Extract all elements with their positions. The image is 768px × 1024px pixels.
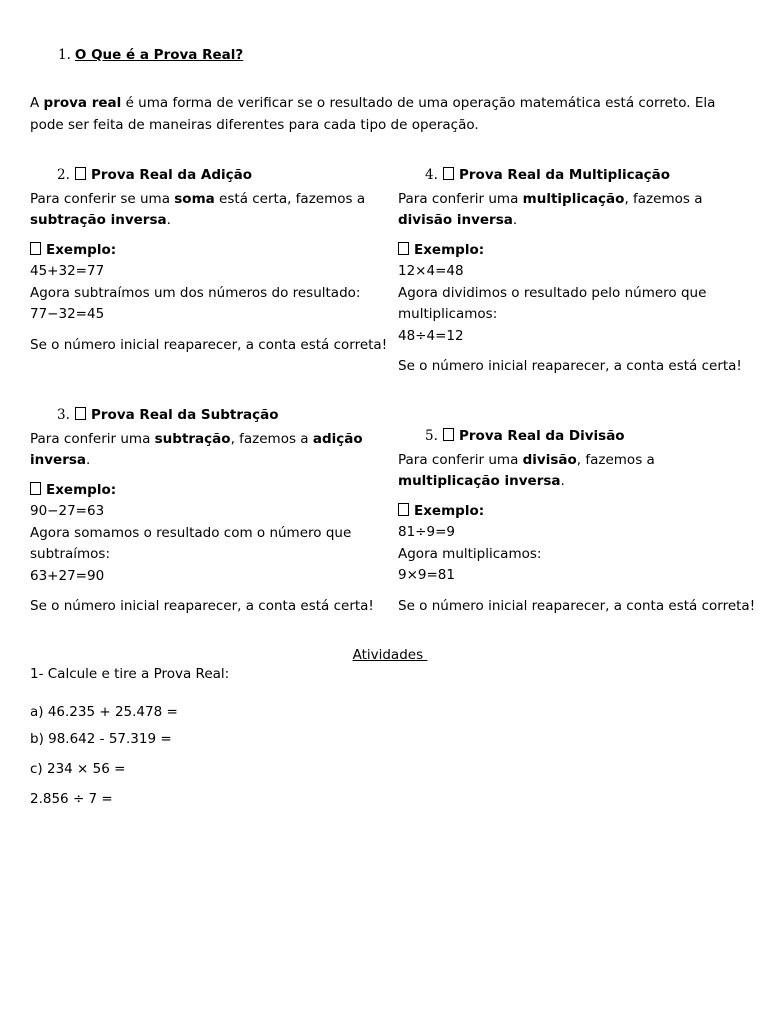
- section-divisao: [398, 426, 758, 617]
- checkbox-glyph-icon: [30, 242, 41, 255]
- section-description: Para conferir se uma soma está certa, fazemos a subtração inversa.: [30, 190, 366, 228]
- section-number: 3.: [57, 407, 70, 423]
- section-number: 5.: [425, 428, 438, 444]
- activities-question: 1- Calcule e tire a Prova Real:: [30, 666, 230, 682]
- checkbox-glyph-icon: [398, 242, 409, 255]
- example-heading: Exemplo:: [398, 501, 758, 523]
- section-heading: [398, 165, 758, 187]
- example-line: Agora subtraímos um dos números do resultado:: [30, 284, 361, 301]
- intro-text: A: [30, 95, 44, 111]
- intro-paragraph: [30, 92, 740, 136]
- checkbox-glyph-icon: [75, 407, 86, 420]
- activities-title: Atividades: [352, 647, 428, 663]
- heading-number: 1.: [58, 47, 71, 63]
- section-number: 4.: [425, 167, 438, 183]
- section-closing: Se o número inicial reaparecer, a conta está certa!: [398, 358, 742, 374]
- exercise-item: c) 234 × 56 =: [30, 761, 126, 777]
- intro-text-rest: é uma forma de verificar se o resultado de uma operação matemática está correto. Ela pode ser feita de maneiras diferentes para cada tipo de operação.: [30, 95, 716, 133]
- example-heading: Exemplo:: [398, 240, 758, 262]
- example-line: 12×4=48: [398, 263, 464, 279]
- section-closing: Se o número inicial reaparecer, a conta está correta!: [30, 336, 388, 353]
- intro-bold: prova real: [43, 95, 122, 111]
- section-heading: [398, 426, 758, 448]
- checkbox-glyph-icon: [30, 482, 41, 495]
- section-heading: [30, 165, 390, 187]
- section-description: Para conferir uma divisão, fazemos a multiplicação inversa.: [398, 451, 655, 489]
- checkbox-glyph-icon: [443, 428, 454, 441]
- heading-title: O Que é a Prova Real?: [74, 47, 244, 63]
- exercise-item: b) 98.642 - 57.319 =: [30, 731, 172, 747]
- section-subtracao: [30, 405, 390, 618]
- section-description: Para conferir uma multiplicação, fazemos a divisão inversa.: [398, 190, 703, 228]
- checkbox-glyph-icon: [398, 503, 409, 516]
- example-line: Agora dividimos o resultado pelo número que multiplicamos:: [398, 284, 707, 322]
- example-line: 81÷9=9: [398, 524, 455, 540]
- example-line: 90−27=63: [30, 503, 105, 519]
- example-line: Agora multiplicamos:: [398, 545, 542, 562]
- section-heading: [30, 405, 390, 427]
- example-line: 77−32=45: [30, 306, 105, 322]
- example-line: 45+32=77: [30, 263, 105, 279]
- section-title: Prova Real da Multiplicação: [459, 167, 671, 183]
- example-line: 48÷4=12: [398, 327, 464, 344]
- checkbox-glyph-icon: [75, 167, 86, 180]
- section-adicao: [30, 165, 390, 356]
- section-title: Prova Real da Adição: [91, 167, 253, 183]
- section-title: Prova Real da Subtração: [91, 407, 279, 423]
- exercise-item: a) 46.235 + 25.478 =: [30, 704, 178, 720]
- example-heading: Exemplo:: [30, 240, 390, 262]
- section-number: 2.: [57, 167, 70, 183]
- section-closing: Se o número inicial reaparecer, a conta está certa!: [30, 598, 374, 614]
- example-line: 9×9=81: [398, 567, 455, 583]
- section-closing: Se o número inicial reaparecer, a conta está correta!: [398, 597, 756, 614]
- section-title: Prova Real da Divisão: [459, 428, 625, 444]
- section-multiplicacao: [398, 165, 758, 378]
- example-heading: Exemplo:: [30, 480, 390, 502]
- example-line: Agora somamos o resultado com o número que subtraímos:: [30, 524, 352, 562]
- main-heading: [58, 45, 243, 65]
- example-line: 63+27=90: [30, 567, 105, 584]
- checkbox-glyph-icon: [443, 167, 454, 180]
- section-description: Para conferir uma subtração, fazemos a adição inversa.: [30, 430, 363, 468]
- exercise-item: 2.856 ÷ 7 =: [30, 791, 113, 807]
